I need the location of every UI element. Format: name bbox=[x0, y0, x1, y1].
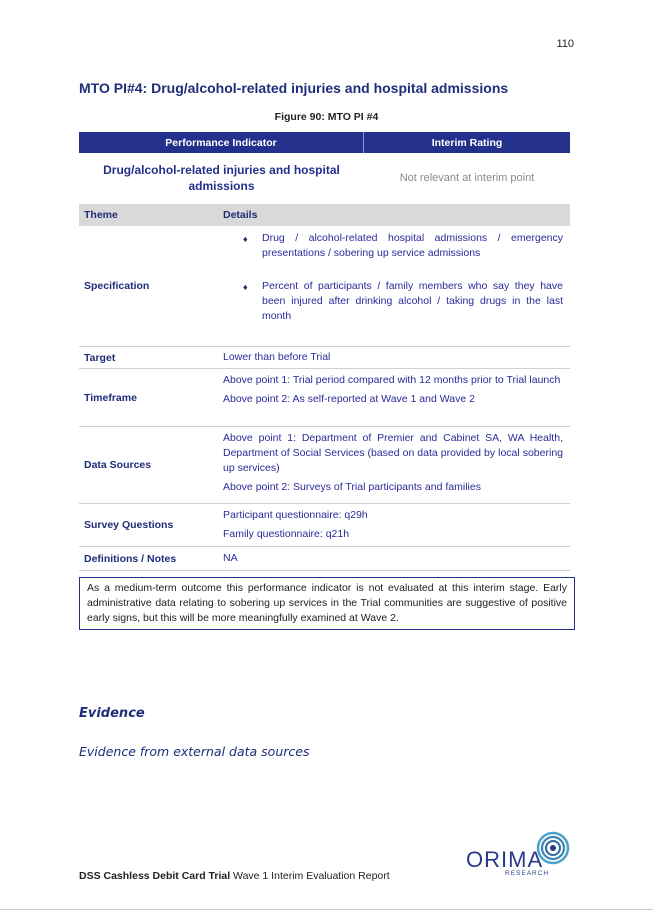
definitions-row bbox=[79, 547, 570, 571]
performance-indicator-table bbox=[79, 132, 570, 202]
survey-questions-label: Survey Questions bbox=[84, 519, 174, 531]
diamond-bullet-icon: ♦ bbox=[243, 234, 248, 244]
timeframe-row bbox=[79, 369, 570, 427]
logo-wordmark: ORIMA bbox=[466, 847, 544, 872]
theme-header: Theme bbox=[84, 209, 118, 221]
timeframe-label: Timeframe bbox=[84, 391, 137, 404]
page-bottom-divider bbox=[0, 909, 653, 910]
target-label: Target bbox=[84, 351, 116, 364]
data-sources-label: Data Sources bbox=[84, 459, 152, 471]
timeframe-point: Above point 1: Trial period compared with 12 months prior to Trial launch bbox=[223, 374, 561, 386]
specification-value bbox=[218, 226, 570, 346]
evidence-heading: Evidence bbox=[79, 706, 145, 721]
definitions-label: Definitions / Notes bbox=[84, 552, 177, 565]
data-source-point: Above point 1: Department of Premier and Cabinet SA, WA Health, Department of Social Services (based on data provided by local sobering up services) bbox=[223, 432, 563, 474]
specification-bullet-text: Percent of participants / family members who say they have been injured after drinking alcohol / taking drugs in the last month bbox=[262, 280, 563, 322]
timeframe-value bbox=[218, 369, 570, 426]
survey-questions-row bbox=[79, 504, 570, 547]
specification-bullet-text: Drug / alcohol-related hospital admissions / emergency presentations / sobering up service admissions bbox=[262, 232, 563, 259]
pi-header-rating: Interim Rating bbox=[431, 136, 503, 149]
diamond-bullet-icon: ♦ bbox=[243, 282, 248, 292]
target-row bbox=[79, 347, 570, 369]
data-sources-value bbox=[218, 427, 570, 503]
section-title: MTO PI#4: Drug/alcohol-related injuries and hospital admissions bbox=[79, 80, 509, 96]
page-number: 110 bbox=[556, 38, 574, 50]
survey-question: Family questionnaire: q21h bbox=[223, 528, 350, 540]
details-header bbox=[79, 204, 570, 226]
page-footer bbox=[79, 870, 390, 882]
definitions-value: NA bbox=[223, 552, 238, 564]
data-sources-row bbox=[79, 427, 570, 504]
figure-caption: Figure 90: MTO PI #4 bbox=[274, 111, 379, 123]
target-value: Lower than before Trial bbox=[223, 351, 331, 363]
survey-question: Participant questionnaire: q29h bbox=[223, 509, 368, 521]
specification-row bbox=[79, 226, 570, 347]
footer-report-subtitle: Wave 1 Interim Evaluation Report bbox=[230, 870, 390, 882]
specification-bullet bbox=[243, 279, 563, 324]
details-table bbox=[79, 204, 570, 571]
pi-indicator-name: Drug/alcohol-related injuries and hospital admissions bbox=[103, 162, 340, 193]
data-source-point: Above point 2: Surveys of Trial participants and families bbox=[223, 481, 481, 493]
survey-questions-value bbox=[218, 504, 570, 546]
interim-note-box: As a medium-term outcome this performance indicator is not evaluated at this interim stage. Early administrative data relating to sobering up services in the Trial communities are suggestive of positive early signs, but this will be more meaningfully examined at Wave 2. bbox=[79, 577, 575, 630]
evidence-subheading: Evidence from external data sources bbox=[79, 744, 310, 759]
orima-logo bbox=[466, 831, 570, 877]
logo-subtext: RESEARCH bbox=[505, 870, 550, 877]
details-header-label: Details bbox=[223, 209, 258, 221]
pi-interim-rating: Not relevant at interim point bbox=[399, 171, 535, 184]
specification-bullet bbox=[243, 231, 563, 261]
footer-report-name: DSS Cashless Debit Card Trial bbox=[79, 870, 231, 882]
pi-table-row bbox=[79, 153, 570, 202]
pi-header-indicator: Performance Indicator bbox=[79, 132, 364, 153]
timeframe-point: Above point 2: As self-reported at Wave 1 and Wave 2 bbox=[223, 393, 475, 405]
specification-label: Specification bbox=[84, 280, 150, 292]
pi-table-header bbox=[79, 132, 570, 153]
